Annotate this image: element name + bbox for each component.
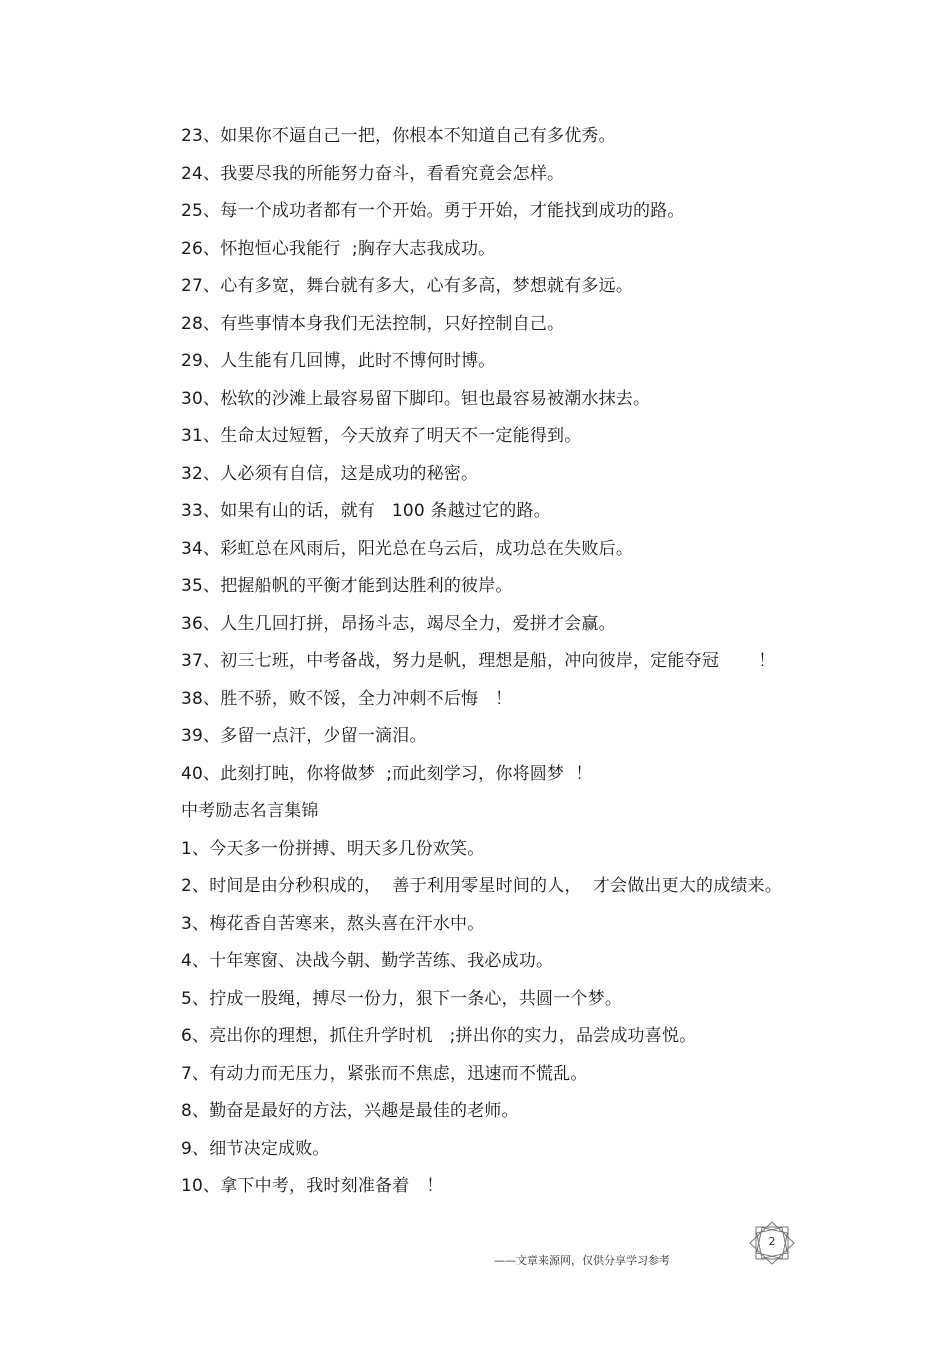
text-line: 28、有些事情本身我们无法控制，只好控制自己。: [181, 313, 565, 334]
text-line: 40、此刻打盹，你将做梦 ;而此刻学习，你将圆梦 ！: [181, 763, 593, 784]
text-line: 38、胜不骄，败不馁，全力冲刺不后悔 ！: [181, 688, 513, 709]
text-line: 1、今天多一份拼搏、明天多几份欢笑。: [181, 838, 485, 859]
text-line: 24、我要尽我的所能努力奋斗，看看究竟会怎样。: [181, 163, 565, 184]
text-line: 37、初三七班，中考备战，努力是帆，理想是船，冲向彼岸，定能夺冠 ！: [181, 651, 776, 671]
text-line: 36、人生几回打拼，昂扬斗志，竭尽全力，爱拼才会赢。: [181, 613, 616, 634]
text-line: 3、梅花香自苦寒来，熬头喜在汗水中。: [181, 913, 485, 934]
text-line: 30、松软的沙滩上最容易留下脚印。钽也最容易被潮水抹去。: [181, 388, 651, 409]
text-line: 10、拿下中考，我时刻准备着 ！: [181, 1176, 444, 1196]
text-line: 32、人必须有自信，这是成功的秘密。: [181, 463, 479, 484]
text-line: 33、如果有山的话，就有 100 条越过它的路。: [181, 501, 551, 521]
section-heading: 中考励志名言集锦: [181, 801, 319, 821]
text-line: 31、生命太过短暂，今天放弃了明天不一定能得到。: [181, 426, 582, 446]
text-line: 34、彩虹总在风雨后，阳光总在乌云后，成功总在失败后。: [181, 538, 634, 559]
text-body: [181, 122, 821, 1210]
text-line: 6、亮出你的理想，抓住升学时机 ;拼出你的实力，品尝成功喜悦。: [181, 1026, 697, 1046]
text-line: 25、每一个成功者都有一个开始。勇于开始，才能找到成功的路。: [181, 201, 685, 221]
text-line: 27、心有多宽，舞台就有多大，心有多高，梦想就有多远。: [181, 276, 634, 296]
text-line: 2、时间是由分秒积成的， 善于利用零星时间的人， 才会做出更大的成绩来。: [181, 876, 783, 896]
text-line: 5、拧成一股绳，搏尽一份力，狠下一条心，共圆一个梦。: [181, 988, 623, 1009]
text-line: 29、人生能有几回博，此时不博何时博。: [181, 351, 496, 371]
text-line: 23、如果你不逼自己一把，你根本不知道自己有多优秀。: [181, 126, 616, 146]
text-line: 8、勤奋是最好的方法，兴趣是最佳的老师。: [181, 1101, 519, 1121]
text-line: 4、十年寒窗、决战今朝、勤学苦练、我必成功。: [181, 951, 554, 971]
text-line: 26、怀抱恒心我能行 ;胸存大志我成功。: [181, 238, 496, 259]
text-line: 35、把握船帆的平衡才能到达胜利的彼岸。: [181, 576, 513, 596]
page-number: 2: [768, 1235, 776, 1248]
text-line: 39、多留一点汗，少留一滴泪。: [181, 726, 427, 746]
text-line: 7、有动力而无压力，紧张而不焦虑，迅速而不慌乱。: [181, 1063, 588, 1084]
footer-note: ——文章来源网，仅供分享学习参考: [494, 1254, 670, 1267]
text-line: 9、细节决定成败。: [181, 1138, 330, 1159]
